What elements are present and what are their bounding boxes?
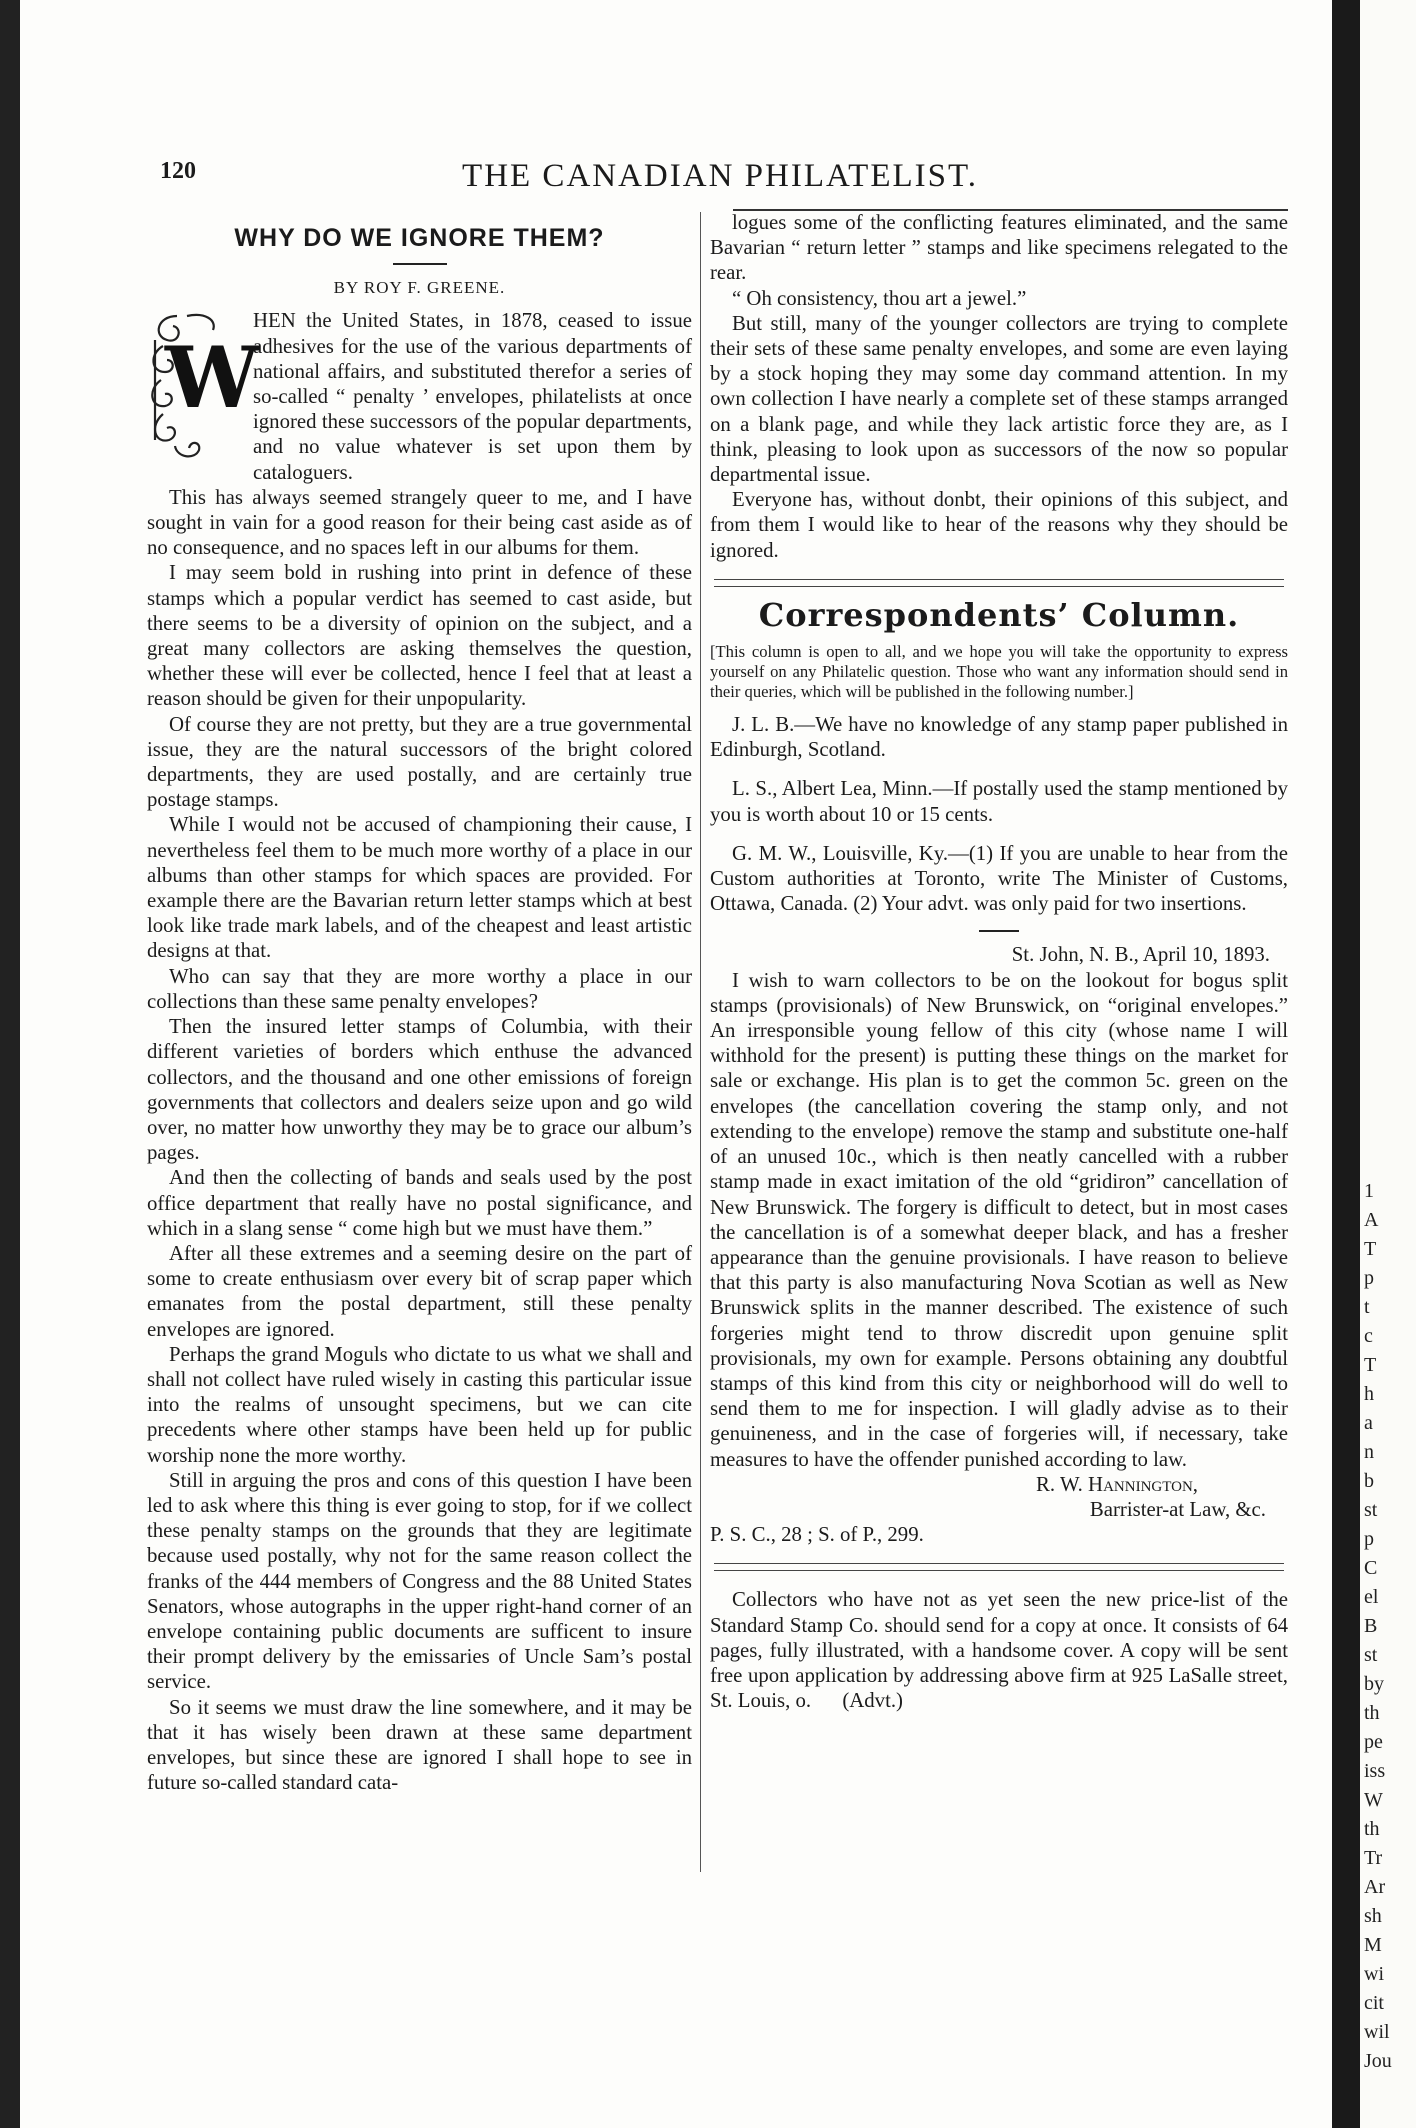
adjacent-page-edge <box>1360 0 1416 2128</box>
letter-signature: R. W. Hannington, <box>1036 1472 1198 1496</box>
adjacent-page-fragment: C <box>1364 1557 1378 1579</box>
continuation-paragraph: logues some of the conflicting features eliminated, and the same Bavarian “ return letter ” stamps and like specimens relegated to the rear. <box>710 211 1288 285</box>
adjacent-page-fragment: n <box>1364 1441 1374 1463</box>
adjacent-page-fragment: Tr <box>1364 1847 1383 1869</box>
adjacent-page-fragment: th <box>1364 1702 1380 1724</box>
article-paragraph: Then the insured letter stamps of Columbia, with their different varieties of borders which enthuse the advanced collectors, and the thousand and one other emissions of foreign governments that collectors and dealers seize upon and go wild over, no matter how unworthy they may be to grace our album’s pages. <box>147 1015 692 1165</box>
adjacent-page-fragment: pe <box>1364 1731 1383 1753</box>
adjacent-page-fragment: M <box>1364 1934 1382 1956</box>
continuation-paragraph: But still, many of the younger collectors are trying to complete their sets of these same penalty envelopes, and some are even laying by a stock hoping they may some day command attention. In my own collection I have nearly a complete set of these stamps arranged on a blank page, and while they lack artistic force they are, as I think, pleasing to look upon as successors of the now so popular departmental issue. <box>710 311 1288 487</box>
adjacent-page-fragment: st <box>1364 1644 1378 1666</box>
correspondent-answer: L. S., Albert Lea, Minn.—If postally used the stamp mentioned by you is worth about 10 or 15 cents. <box>710 777 1288 826</box>
adjacent-page-fragment: wi <box>1364 1963 1384 1985</box>
adjacent-page-fragment: iss <box>1364 1760 1386 1782</box>
article-column-right <box>710 210 1288 1713</box>
adjacent-page-fragment: Ar <box>1364 1876 1386 1898</box>
book-spine <box>1332 0 1360 2128</box>
advert-tag: (Advt.) <box>842 1689 903 1713</box>
article-paragraph: And then the collecting of bands and seals used by the post office department that really have no postal significance, and which in a slang sense “ come high but we must have them.” <box>147 1166 692 1240</box>
letter-body: I wish to warn collectors to be on the lookout for bogus split stamps (provisionals) of New Brunswick, on “original envelopes.” An irresponsible young fellow of this city (whose name I will withhold for the present) is putting these things on the market for sale or exchange. His plan is to get the common 5c. green on the envelopes (the cancellation covering the stamp only, and not extending to the envelope) remove the stamp and substitute one-half of an unused 10c., which is then neatly cancelled with a rubber stamp made in exact imitation of the old “gridiron” cancellation of New Brunswick. The forgery is difficult to detect, but in most cases the cancellation is of a somewhat deeper black, and has a fresher appearance than the genuine provisionals. I have reason to believe that this party is also manufacturing Nova Scotian as well as New Brunswick splits in the manner described. The existence of such forgeries might tend to throw discredit upon genuine split provisionals, my own for example. Persons obtaining any doubtful stamps of this kind from this city or neighborhood will do well to send them to me for inspection. I will gladly advise as to their genuineness, and in the case of forgeries will, if necessary, take measures to have the offender punished according to law. <box>710 968 1288 1471</box>
adjacent-page-fragment: a <box>1364 1412 1373 1434</box>
article-paragraph: This has always seemed strangely queer to me, and I have sought in vain for a good reason for their being cast aside as of no consequence, and no spaces left in our albums for them. <box>147 485 692 560</box>
journal-title: THE CANADIAN PHILATELIST. <box>462 158 978 194</box>
adjacent-page-fragment: sh <box>1364 1905 1382 1927</box>
article-byline: BY ROY F. GREENE. <box>333 278 506 298</box>
article-paragraph: Perhaps the grand Moguls who dictate to us what we shall and shall not collect have ruled wisely in casting this particular issue into the realms of unsought specimens, but we can cite precedents where other stamps have been held up for public worship none the more worthy. <box>147 1342 692 1467</box>
adjacent-page-fragment: by <box>1364 1673 1384 1695</box>
dropcap-letter: W <box>165 328 260 428</box>
letter-dateline: St. John, N. B., April 10, 1893. <box>1011 943 1270 967</box>
letter-signature-title: Barrister-at Law, &c. <box>1089 1497 1266 1521</box>
adjacent-page-fragment: T <box>1364 1354 1377 1376</box>
adjacent-page-fragment: p <box>1364 1528 1374 1550</box>
page-number: 120 <box>160 158 196 184</box>
lead-paragraph <box>147 308 692 484</box>
adjacent-page-fragment: 1 <box>1364 1180 1374 1202</box>
correspondent-answer: J. L. B.—We have no knowledge of any stamp paper published in Edinburgh, Scotland. <box>710 713 1288 762</box>
adjacent-page-fragment: h <box>1364 1383 1374 1405</box>
column-note <box>710 642 1288 702</box>
lead-text: HEN the United States, in 1878, ceased to issue adhesives for the use of the various departments of national affairs, and substituted therefor a series of so-called “ penalty ’ envelopes, philatelists at once ignored these successors of the popular departments, and no value whatever is set upon them by cataloguers. <box>253 309 692 484</box>
letter-rule <box>979 930 1019 932</box>
article-paragraph: So it seems we must draw the line somewhere, and it may be that it has wisely been drawn at these same department envelopes, but since these are ignored I shall hope to see in future so-called standard cata- <box>147 1695 692 1795</box>
advert-divider <box>714 1563 1284 1571</box>
adjacent-page-fragment: B <box>1364 1615 1378 1637</box>
adjacent-page-fragment: th <box>1364 1818 1380 1840</box>
adjacent-page-fragment: el <box>1364 1586 1379 1608</box>
column-divider <box>700 212 701 1872</box>
article-title: WHY DO WE IGNORE THEM? <box>234 224 605 252</box>
section-divider <box>714 579 1284 587</box>
page-header <box>160 158 1280 198</box>
article-paragraph: Still in arguing the pros and cons of this question I have been led to ask where this thing is ever going to stop, for if we collect these penalty stamps on the grounds that they are legitimate because used postally, why not for the same reason collect the franks of the 444 members of Congress and the 88 United States Senators, whose autographs in the upper right-hand corner of an envelope containing public documents are sufficent to insure their prompt delivery by the emissaries of Uncle Sam’s postal service. <box>147 1468 692 1694</box>
adjacent-page-fragment: wil <box>1364 2021 1390 2043</box>
adjacent-page-fragment: b <box>1364 1470 1374 1492</box>
scan-border-left <box>0 0 20 2128</box>
adjacent-page-fragment: t <box>1364 1296 1370 1318</box>
article-paragraph: After all these extremes and a seeming desire on the part of some to create enthusiasm over every bit of scrap paper which emanates from the postal department, still these penalty envelopes are ignored. <box>147 1241 692 1341</box>
correspondent-answers <box>710 712 1288 916</box>
adjacent-page-fragment: Jou <box>1364 2050 1392 2072</box>
advert-text <box>710 1587 1288 1713</box>
advertisement <box>710 1587 1288 1713</box>
title-rule <box>393 263 447 265</box>
correspondent-answer: G. M. W., Louisville, Ky.—(1) If you are unable to hear from the Custom authorities at Toronto, write The Minister of Customs, Ottawa, Canada. (2) Your advt. was only paid for two insertions. <box>710 841 1288 916</box>
letter-postscript: P. S. C., 28 ; S. of P., 299. <box>710 1523 924 1547</box>
column-note-text: [This column is open to all, and we hope you will take the opportunity to express yourself on any Philatelic question. Those who want any information should send in their queries, which will be published in the following number.] <box>710 642 1288 702</box>
adjacent-page-fragment: st <box>1364 1499 1378 1521</box>
ornamental-dropcap <box>147 310 260 462</box>
adjacent-page-fragment: A <box>1364 1209 1379 1231</box>
article-continuation <box>710 210 1288 563</box>
article-body <box>147 485 692 1796</box>
adjacent-page-fragment: cit <box>1364 1992 1384 2014</box>
adjacent-page-fragment: c <box>1364 1325 1373 1347</box>
continuation-paragraph: “ Oh consistency, thou art a jewel.” <box>732 286 1027 310</box>
article-paragraph: I may seem bold in rushing into print in defence of these stamps which a popular verdict has seemed to cast aside, but there seems to be a diversity of opinion on the subject, and a great many collectors are asking themselves the question, whether these will ever be collected, hence I feel that at least a reason should be given for their unpopularity. <box>147 561 692 711</box>
adjacent-page-fragment: W <box>1364 1789 1383 1811</box>
advert-body: Collectors who have not as yet seen the new price-list of the Standard Stamp Co. should send for a copy at once. It consists of 64 pages, fully illustrated, with a handsome cover. A copy will be sent free upon application by addressing above firm at 925 LaSalle street, St. Louis, o. <box>710 1588 1288 1713</box>
letter <box>710 942 1288 1547</box>
continuation-paragraph: Everyone has, without donbt, their opinions of this subject, and from them I would like to hear of the reasons why they should be ignored. <box>710 488 1288 562</box>
article-column-left <box>147 210 692 1795</box>
article-paragraph: While I would not be accused of championing their cause, I nevertheless feel them to be much more worthy of a place in our albums than other stamps for which spaces are provided. For example there are the Bavarian return letter stamps which at best look like trade mark labels, and of the cheapest and least artistic designs at that. <box>147 813 692 963</box>
adjacent-page-fragment: p <box>1364 1267 1374 1289</box>
article-paragraph: Who can say that they are more worthy a place in our collections than these same penalty envelopes? <box>147 964 692 1013</box>
correspondents-heading: Correspondents’ Column. <box>758 595 1240 634</box>
adjacent-page-fragment: T <box>1364 1238 1377 1260</box>
article-paragraph: Of course they are not pretty, but they are a true governmental issue, they are the natural successors of the bright colored departments, they are used postally, and are certainly true postage stamps. <box>147 712 692 812</box>
